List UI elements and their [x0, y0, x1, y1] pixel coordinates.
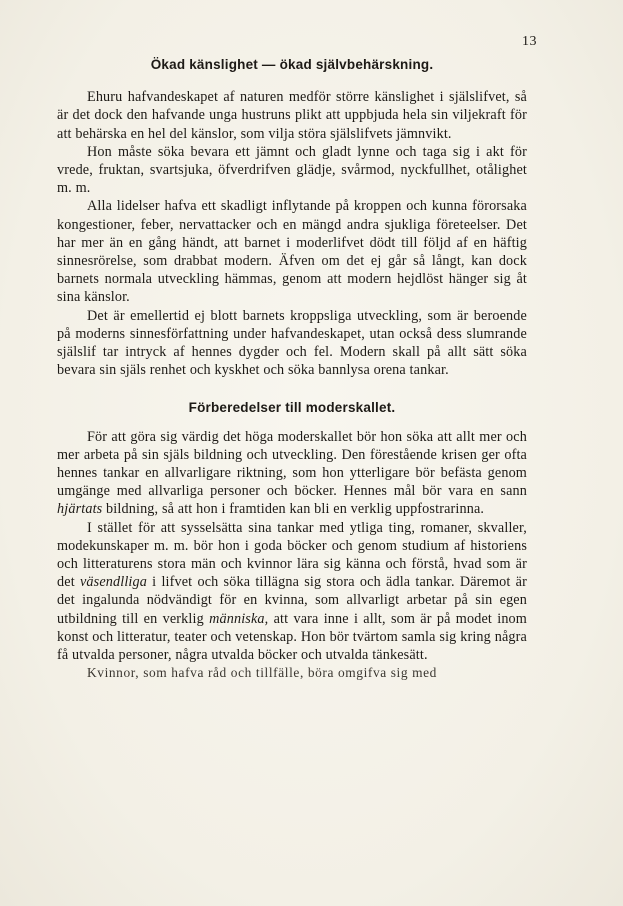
paragraph: Ehuru hafvandeskapet af naturen medför större känslighet i själslifvet, så är det dock den hafvande unga hustruns plikt att uppbjuda hela sin viljekraft för att behärska en hel del känslor, som vilja störa själslifvets jämnvikt.: [57, 89, 527, 142]
paragraph: Alla lidelser hafva ett skadligt inflytande på kroppen och kunna förorsaka kongestioner, feber, nervattacker och en mängd andra sjukliga företeelser. Det har mer än en gång händt, att barnet i moderlifvet dödt till följd af en häftig sinnesrörelse, som drabbat modern. Äfven om det ej går så långt, kan dock barnets normala utveckling hämmas, genom att modern hejdlöst hänger sig åt sina känslor.: [57, 198, 527, 306]
paragraph: [57, 519, 527, 665]
page-number: 13: [522, 34, 537, 49]
emphasis-text: väsendlliga: [79, 574, 148, 591]
paragraph: Det är emellertid ej blott barnets kroppsliga utveckling, som är beroende på moderns sinnesförfattning under hafvandeskapet, utan också dess slumrande själslif tar intryck af hennes dygder och fel. Modern skall på allt sätt söka bevara sin själs renhet och kyskhet och söka bannlysa orena tankar.: [57, 307, 527, 379]
paragraph-continued: Kvinnor, som hafva råd och tillfälle, böra omgifva sig med: [87, 665, 437, 681]
emphasis-text: hjärtats: [57, 501, 103, 518]
text-run: bildning, så att hon i framtiden kan bli en verklig uppfostrarinna.: [102, 501, 485, 518]
text-run: att vara inne i allt, som är på modet inom konst och litteratur, teater och vetenskap. Hon bör tvärtom samla sig kring några få utvalda personer, några utvalda böcker och utvalda tänkesätt.: [57, 610, 527, 664]
emphasis-text: människa,: [209, 610, 269, 627]
page-content: [57, 56, 527, 683]
section-heading-preparations: Förberedelser till moderskallet.: [188, 400, 396, 416]
text-run: För att göra sig värdig det höga moderskallet bör hon söka att allt mer och mer arbeta på sin själs bildning och utveckling. Den förestående krisen ger ofta hennes tankar en allvarligare riktning, som hon ytterligare bör befästa genom umgänge med allvarliga personer och böcker. Hennes mål bör vara en sann: [57, 428, 527, 500]
section-heading-sensitivity: Ökad känslighet — ökad självbehärskning.: [150, 56, 434, 73]
text-run: I stället för att sysselsätta sina tankar med ytliga ting, romaner, skvaller, modekunskaper m. m. bör hon i goda böcker och genom studium af historiens och litteraturens stora män och kvinnor lära sig känna och förstå, hvad som är det: [57, 519, 527, 591]
text-run: i lifvet och söka tillägna sig stora och ädla tankar. Däremot är det ingalunda nödvändigt för en kvinna, som allvarligt arbetar på sin egen utbildning till en verklig: [57, 574, 527, 627]
paragraph: [57, 428, 527, 519]
paragraph: Hon måste söka bevara ett jämnt och gladt lynne och taga sig i akt för vrede, fruktan, svartsjuka, öfverdrifven glädje, svårmod, nyckfullhet, otålighet m. m.: [57, 143, 527, 197]
